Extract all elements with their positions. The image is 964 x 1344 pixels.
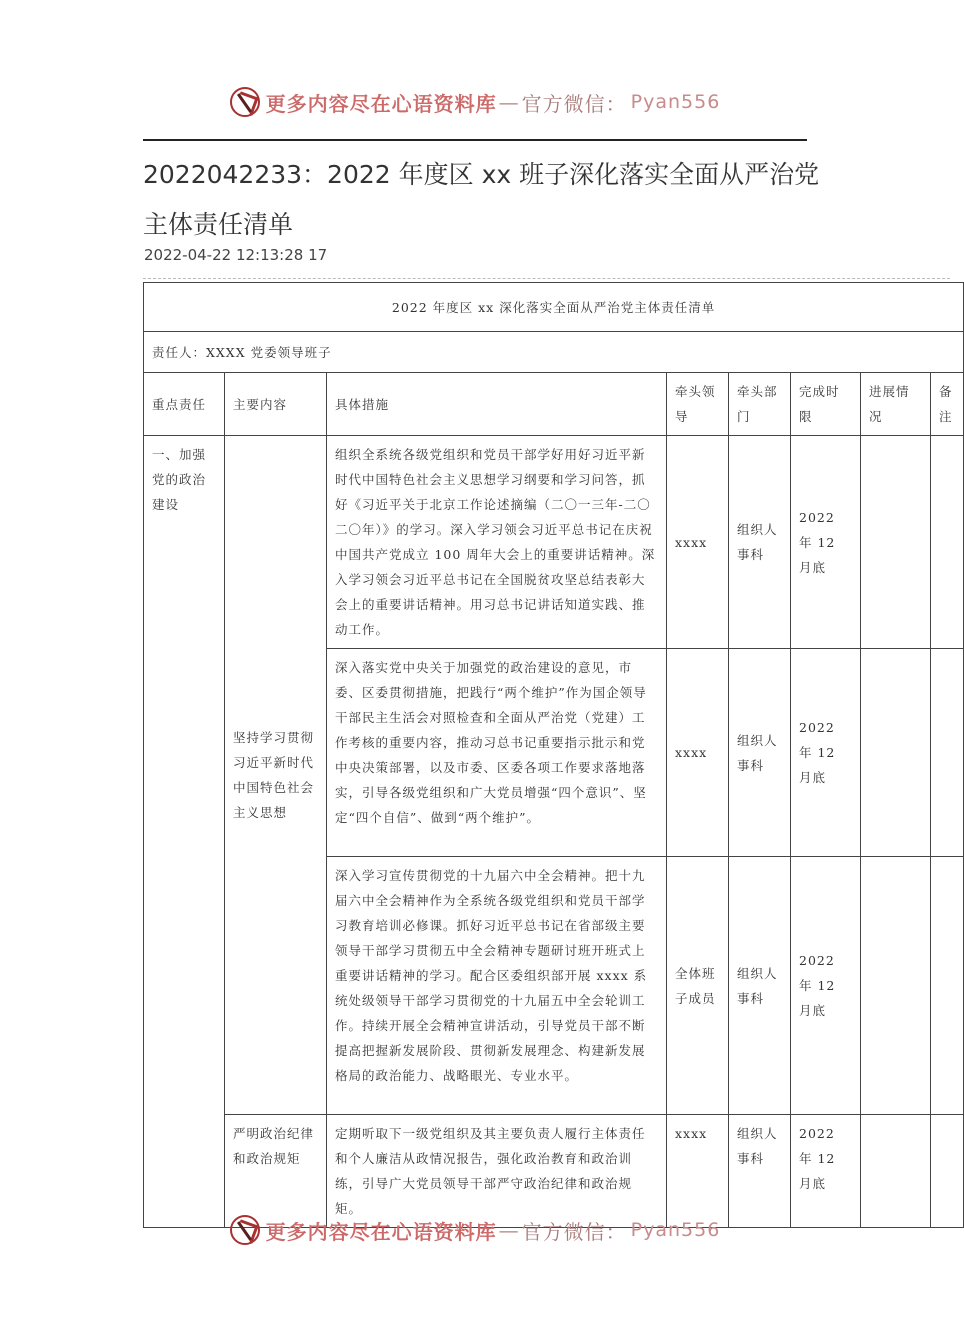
- caption-row: [144, 283, 964, 332]
- header-main-content: 主要内容: [225, 373, 327, 436]
- watermark-wechat-label: 官方微信：: [521, 1219, 627, 1244]
- measure-cell: 深入学习宣传贯彻党的十九届六中全会精神。把十九届六中全会精神作为全系统各级党组织和党员干部学习教育培训必修课。抓好习近平总书记在省部级主要领导干部学习贯彻五中全会精神专题研讨班开班式上重要讲话精神的学习。配合区委组织部开展 xxxx 系统处级领导干部学习贯彻党的十九届五中全会轮训工作。持续开展全会精神宣讲活动，引导党员干部不断提高把握新发展阶段、贯彻新发展理念、构建新发展格局的政治能力、战略眼光、专业水平。: [327, 857, 667, 1115]
- header-lead-dept: 牵头部门: [729, 373, 791, 436]
- watermark-wechat-id: Pyan556: [630, 91, 721, 113]
- dept-cell: 组织人事科: [729, 857, 791, 1115]
- watermark-slogan: 更多内容尽在心语资料库: [265, 1219, 497, 1244]
- responsibility-table-container: [143, 282, 953, 1216]
- divider: [143, 278, 950, 279]
- measure-cell: 深入落实党中央关于加强党的政治建设的意见，市委、区委贯彻措施，把践行“两个维护”作为国企领导干部民主生活会对照检查和全面从严治党（党建）工作考核的重要内容，推动习总书记重要指示批示和党中央决策部署，以及市委、区委各项工作要求落地落实，引导各级党组织和广大党员增强“四个意识”、坚定“四个自信”、做到“两个维护”。: [327, 649, 667, 857]
- dept-cell: 组织人事科: [729, 1115, 791, 1228]
- responsible-row: [144, 332, 964, 373]
- responsible-party: 责任人：XXXX 党委领导班子: [144, 332, 964, 373]
- header-measures: 具体措施: [327, 373, 667, 436]
- watermark-footer: [0, 1210, 950, 1250]
- main-content-cell: 严明政治纪律和政治规矩: [225, 1115, 327, 1228]
- progress-cell: [861, 436, 931, 649]
- watermark-header: [0, 82, 950, 122]
- watermark-wechat-label: 官方微信：: [521, 91, 627, 116]
- deadline-cell: 2022 年 12 月底: [791, 857, 861, 1115]
- table-row: [144, 436, 964, 649]
- deadline-cell: 2022 年 12 月底: [791, 436, 861, 649]
- key-responsibility-cell: 一、加强党的政治建设: [144, 436, 225, 1228]
- header-row: [144, 373, 964, 436]
- watermark-dash: —: [498, 90, 520, 114]
- header-rule: [143, 139, 807, 141]
- header-remarks: 备注: [931, 373, 964, 436]
- remarks-cell: [931, 436, 964, 649]
- document-datetime: 2022-04-22 12:13:28 17: [144, 246, 328, 264]
- document-title: 2022042233：2022 年度区 xx 班子深化落实全面从严治党主体责任清单: [143, 160, 820, 239]
- remarks-cell: [931, 649, 964, 857]
- leader-cell: xxxx: [667, 436, 729, 649]
- leader-cell: xxxx: [667, 649, 729, 857]
- measure-cell: 定期听取下一级党组织及其主要负责人履行主体责任和个人廉洁从政情况报告，强化政治教育和政治训练，引导广大党员领导干部严守政治纪律和政治规矩。: [327, 1115, 667, 1228]
- deadline-cell: 2022 年 12 月底: [791, 1115, 861, 1228]
- header-lead-leader: 牵头领导: [667, 373, 729, 436]
- watermark-slogan: 更多内容尽在心语资料库: [265, 91, 497, 116]
- progress-cell: [861, 857, 931, 1115]
- header-progress: 进展情况: [861, 373, 931, 436]
- remarks-cell: [931, 857, 964, 1115]
- leader-cell: xxxx: [667, 1115, 729, 1228]
- progress-cell: [861, 649, 931, 857]
- dept-cell: 组织人事科: [729, 436, 791, 649]
- watermark-wechat-id: Pyan556: [630, 1219, 721, 1241]
- dept-cell: 组织人事科: [729, 649, 791, 857]
- responsibility-table: [143, 282, 964, 1228]
- deadline-cell: 2022 年 12 月底: [791, 649, 861, 857]
- measure-cell: 组织全系统各级党组织和党员干部学好用好习近平新时代中国特色社会主义思想学习纲要和学习问答，抓好《习近平关于北京工作论述摘编（二〇一三年-二〇二〇年）》的学习。深入学习领会习近平总书记在庆祝中国共产党成立 100 周年大会上的重要讲话精神。深入学习领会习近平总书记在全国脱贫攻坚总结表彰大会上的重要讲话精神。用习总书记讲话知道实践、推动工作。: [327, 436, 667, 649]
- table-caption: 2022 年度区 xx 深化落实全面从严治党主体责任清单: [144, 283, 964, 332]
- main-content-cell: 坚持学习贯彻习近平新时代中国特色社会主义思想: [225, 436, 327, 1115]
- pen-seal-icon: [230, 1215, 260, 1245]
- pen-seal-icon: [230, 87, 260, 117]
- header-key-responsibility: 重点责任: [144, 373, 225, 436]
- leader-cell: 全体班子成员: [667, 857, 729, 1115]
- header-deadline: 完成时限: [791, 373, 861, 436]
- watermark-dash: —: [498, 1218, 520, 1242]
